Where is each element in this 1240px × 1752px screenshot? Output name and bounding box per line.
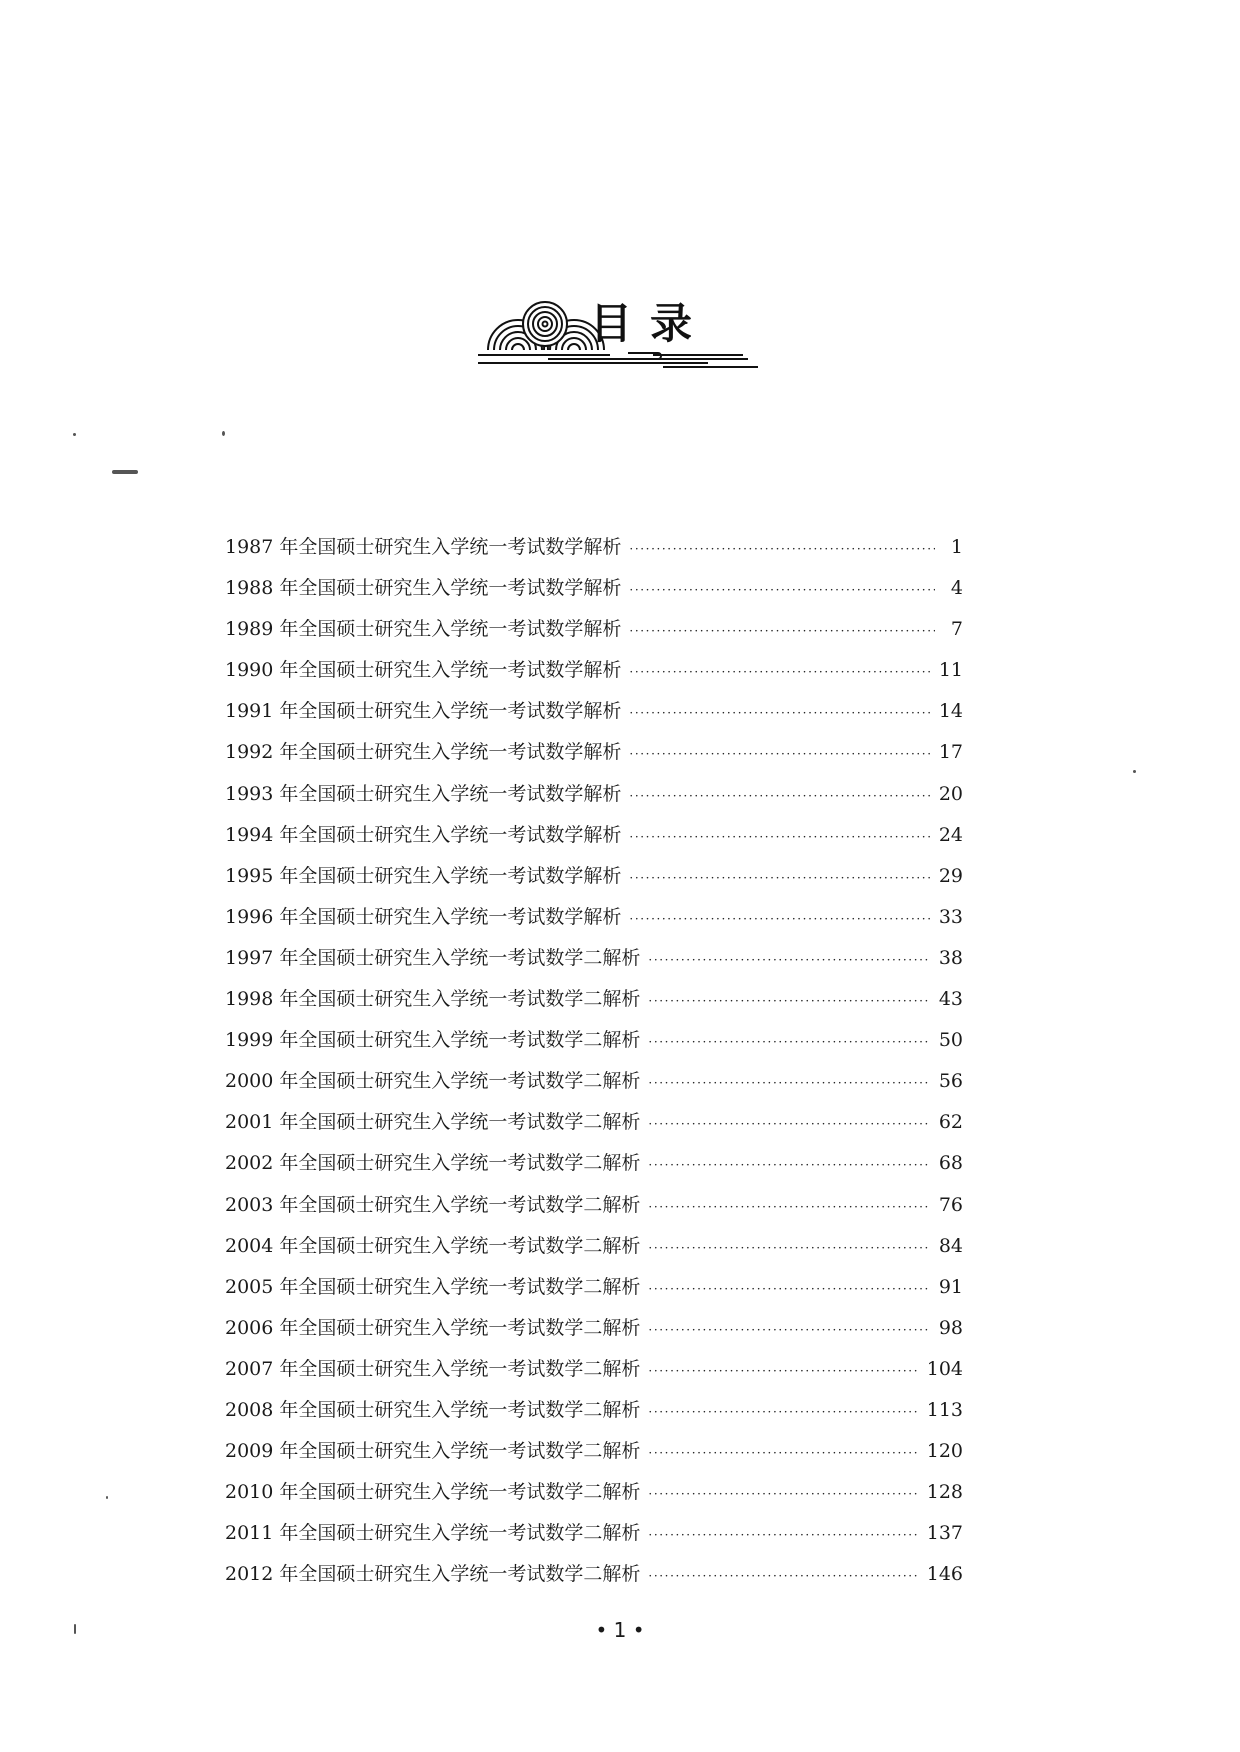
toc-entry[interactable] [225, 1557, 963, 1598]
toc-entry-title: 1991 年全国硕士研究生入学统一考试数学解析 [225, 700, 622, 723]
toc-entry-title: 2005 年全国硕士研究生入学统一考试数学二解析 [225, 1275, 641, 1298]
dot-leader [629, 779, 930, 813]
toc-entry-title: 2007 年全国硕士研究生入学统一考试数学二解析 [225, 1357, 641, 1380]
toc-entry-title: 1989 年全国硕士研究生入学统一考试数学解析 [225, 618, 622, 641]
toc-entry-page: 56 [938, 1070, 963, 1093]
toc-entry-page: 33 [938, 905, 963, 928]
scan-speck [1133, 770, 1136, 773]
toc-entry-page: 62 [938, 1111, 963, 1134]
dot-leader [648, 1148, 930, 1182]
dot-leader [648, 943, 930, 977]
dot-leader [648, 1559, 918, 1593]
toc-entry[interactable] [225, 1352, 963, 1393]
toc-entry-page: 20 [938, 782, 963, 805]
toc-entry[interactable] [225, 1023, 963, 1064]
toc-entry[interactable] [225, 1516, 963, 1557]
dot-leader [629, 861, 930, 895]
toc-entry-title: 1987 年全国硕士研究生入学统一考试数学解析 [225, 536, 622, 558]
toc-entry-title: 2008 年全国硕士研究生入学统一考试数学二解析 [225, 1398, 641, 1421]
toc-entry-title: 2001 年全国硕士研究生入学统一考试数学二解析 [225, 1111, 641, 1134]
dot-leader [629, 737, 930, 771]
toc-entry-title: 2000 年全国硕士研究生入学统一考试数学二解析 [225, 1070, 641, 1093]
toc-entry[interactable] [225, 1393, 963, 1434]
dot-leader [629, 655, 930, 689]
toc-entry-title: 2002 年全国硕士研究生入学统一考试数学二解析 [225, 1152, 641, 1175]
toc-entry-title: 2004 年全国硕士研究生入学统一考试数学二解析 [225, 1234, 641, 1257]
dot-leader [648, 1436, 918, 1470]
toc-entry[interactable] [225, 818, 963, 859]
dot-leader [629, 902, 930, 936]
toc-entry[interactable] [225, 735, 963, 776]
toc-entry-page: 50 [938, 1029, 963, 1052]
toc-entry-title: 1992 年全国硕士研究生入学统一考试数学解析 [225, 741, 622, 764]
toc-entry-title: 1993 年全国硕士研究生入学统一考试数学解析 [225, 782, 622, 805]
toc-entry-page: 38 [938, 946, 963, 969]
toc-entry-page: 98 [938, 1316, 963, 1339]
toc-entry[interactable] [225, 900, 963, 941]
table-of-contents [225, 530, 963, 1598]
toc-entry[interactable] [225, 859, 963, 900]
scan-speck [74, 1624, 76, 1634]
dot-leader [648, 1025, 930, 1059]
toc-entry[interactable] [225, 694, 963, 735]
toc-entry-title: 1990 年全国硕士研究生入学统一考试数学解析 [225, 659, 622, 682]
dot-leader [648, 984, 930, 1018]
scan-speck [106, 1496, 108, 1499]
toc-entry-page: 68 [938, 1152, 963, 1175]
scan-speck [222, 431, 225, 436]
toc-entry-page: 120 [926, 1440, 963, 1463]
toc-entry-page: 11 [938, 659, 963, 682]
toc-header [478, 298, 758, 368]
toc-entry-page: 104 [926, 1357, 963, 1380]
toc-entry[interactable] [225, 1229, 963, 1270]
toc-entry-title: 2003 年全国硕士研究生入学统一考试数学二解析 [225, 1193, 641, 1216]
toc-entry-page: 1 [950, 536, 963, 558]
dot-leader [648, 1313, 930, 1347]
toc-entry-page: 137 [926, 1522, 963, 1545]
toc-entry[interactable] [225, 1475, 963, 1516]
dot-leader [629, 614, 935, 648]
toc-entry[interactable] [225, 1146, 963, 1187]
toc-entry-page: 7 [950, 618, 963, 641]
toc-entry-page: 76 [938, 1193, 963, 1216]
toc-entry-title: 1988 年全国硕士研究生入学统一考试数学解析 [225, 577, 622, 600]
toc-entry-title: 1996 年全国硕士研究生入学统一考试数学解析 [225, 905, 622, 928]
toc-entry[interactable] [225, 1105, 963, 1146]
toc-entry-title: 1999 年全国硕士研究生入学统一考试数学二解析 [225, 1029, 641, 1052]
page-number: • 1 • [595, 1618, 645, 1642]
toc-entry-page: 146 [926, 1563, 963, 1586]
toc-entry[interactable] [225, 1434, 963, 1475]
scan-speck [112, 470, 138, 474]
toc-entry[interactable] [225, 530, 963, 571]
dot-leader [629, 820, 930, 854]
toc-entry-title: 2009 年全国硕士研究生入学统一考试数学二解析 [225, 1440, 641, 1463]
toc-entry-page: 14 [938, 700, 963, 723]
toc-entry-page: 4 [950, 577, 963, 600]
toc-entry-title: 1995 年全国硕士研究生入学统一考试数学解析 [225, 864, 622, 887]
toc-entry[interactable] [225, 1188, 963, 1229]
dot-leader [648, 1354, 918, 1388]
toc-entry-page: 128 [926, 1481, 963, 1504]
scan-speck [73, 433, 76, 436]
toc-entry-title: 2010 年全国硕士研究生入学统一考试数学二解析 [225, 1481, 641, 1504]
toc-entry-title: 2006 年全国硕士研究生入学统一考试数学二解析 [225, 1316, 641, 1339]
dot-leader [648, 1518, 918, 1552]
toc-entry-title: 2011 年全国硕士研究生入学统一考试数学二解析 [225, 1522, 641, 1545]
toc-entry[interactable] [225, 777, 963, 818]
toc-entry-page: 113 [926, 1398, 963, 1421]
dot-leader [629, 573, 935, 607]
toc-entry[interactable] [225, 653, 963, 694]
toc-entry[interactable] [225, 941, 963, 982]
toc-entry-title: 2012 年全国硕士研究生入学统一考试数学二解析 [225, 1563, 641, 1586]
dot-leader [629, 696, 930, 730]
dot-leader [648, 1477, 918, 1511]
dot-leader [629, 532, 935, 566]
toc-entry-page: 29 [938, 864, 963, 887]
dot-leader [648, 1190, 930, 1224]
toc-entry-title: 1994 年全国硕士研究生入学统一考试数学解析 [225, 823, 622, 846]
toc-entry[interactable] [225, 1311, 963, 1352]
toc-entry[interactable] [225, 612, 963, 653]
dot-leader [648, 1231, 930, 1265]
toc-entry-page: 84 [938, 1234, 963, 1257]
toc-entry-page: 17 [938, 741, 963, 764]
toc-entry-page: 43 [938, 988, 963, 1011]
toc-entry-page: 91 [938, 1275, 963, 1298]
dot-leader [648, 1395, 918, 1429]
page-title: 目录 [590, 299, 711, 348]
toc-entry[interactable] [225, 1270, 963, 1311]
toc-entry[interactable] [225, 571, 963, 612]
toc-entry-page: 24 [938, 823, 963, 846]
toc-entry[interactable] [225, 1064, 963, 1105]
toc-entry-title: 1997 年全国硕士研究生入学统一考试数学二解析 [225, 946, 641, 969]
toc-entry[interactable] [225, 982, 963, 1023]
dot-leader [648, 1066, 930, 1100]
toc-entry-title: 1998 年全国硕士研究生入学统一考试数学二解析 [225, 988, 641, 1011]
dot-leader [648, 1272, 930, 1306]
dot-leader [648, 1107, 930, 1141]
